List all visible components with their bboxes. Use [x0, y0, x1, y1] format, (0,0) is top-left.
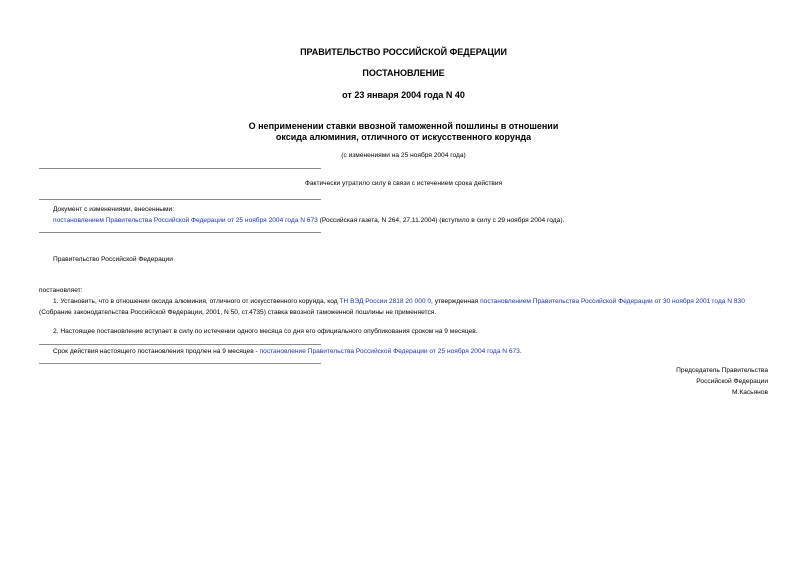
government-heading: ПРАВИТЕЛЬСТВО РОССИЙСКОЙ ФЕДЕРАЦИИ	[300, 47, 507, 57]
item-1-paragraph	[39, 296, 768, 318]
tn-ved-code-link[interactable]: ТН ВЭД России 2818 20 000 0	[339, 298, 432, 305]
divider	[39, 344, 321, 345]
extension-line: Срок действия настоящего постановления продлен на 9 месяцев - постановление Правительства Российской Федерации от 25 ноября 2004 года N 673.	[53, 348, 522, 355]
extension-text: Срок действия настоящего постановления продлен на 9 месяцев -	[53, 348, 260, 355]
changes-line	[53, 217, 564, 224]
issuer-text: Правительство Российской Федерации	[53, 256, 173, 263]
item-1-text-c: (Собрание законодательства Российской Федерации, 2001, N 50, ст.4735) ставка ввозной таможенной пошлины не применяется.	[39, 309, 437, 316]
document-title-line-2: оксида алюминия, отличного от искусственного корунда	[275, 132, 532, 142]
document-date-number: от 23 января 2004 года N 40	[342, 90, 465, 100]
extension-decree-link[interactable]: постановление Правительства Российской Федерации от 25 ноября 2004 года N 673	[259, 348, 520, 355]
divider	[39, 168, 321, 169]
amendment-link[interactable]: постановлением Правительства Российской Федерации от 25 ноября 2004 года N 673	[53, 217, 318, 224]
signature-title-line-1: Председатель Правительства	[676, 367, 768, 374]
decrees-text: постановляет:	[39, 287, 83, 294]
decree-830-link[interactable]: постановлением Правительства Российской Федерации от 30 ноября 2001 года N 830	[480, 298, 745, 305]
item-1-text-b: , утвержденная	[431, 298, 481, 305]
amendments-note: (с изменениями на 25 ноября 2004 года)	[341, 152, 466, 159]
divider	[39, 363, 321, 364]
changes-heading: Документ с изменениями, внесенными:	[53, 206, 175, 213]
status-note: Фактически утратило силу в связи с истечением срока действия	[304, 180, 503, 187]
document-title-line-1: О неприменении ставки ввозной таможенной пошлины в отношении	[248, 121, 559, 131]
signature-name: М.Касьянов	[732, 389, 768, 396]
divider	[39, 199, 321, 200]
divider	[39, 232, 321, 233]
item-2-paragraph: 2. Настоящее постановление вступает в силу по истечении одного месяца со дня его официального опубликования сроком на 9 месяцев.	[53, 328, 478, 335]
signature-title-line-2: Российской Федерации	[696, 378, 768, 385]
changes-publication-info: (Российская газета, N 264, 27.11.2004) (вступило в силу с 29 ноября 2004 года).	[317, 217, 565, 224]
item-1-text-a: 1. Установить, что в отношении оксида алюминия, отличного от искусственного корунда, код	[53, 298, 340, 305]
document-type: ПОСТАНОВЛЕНИЕ	[362, 68, 445, 78]
